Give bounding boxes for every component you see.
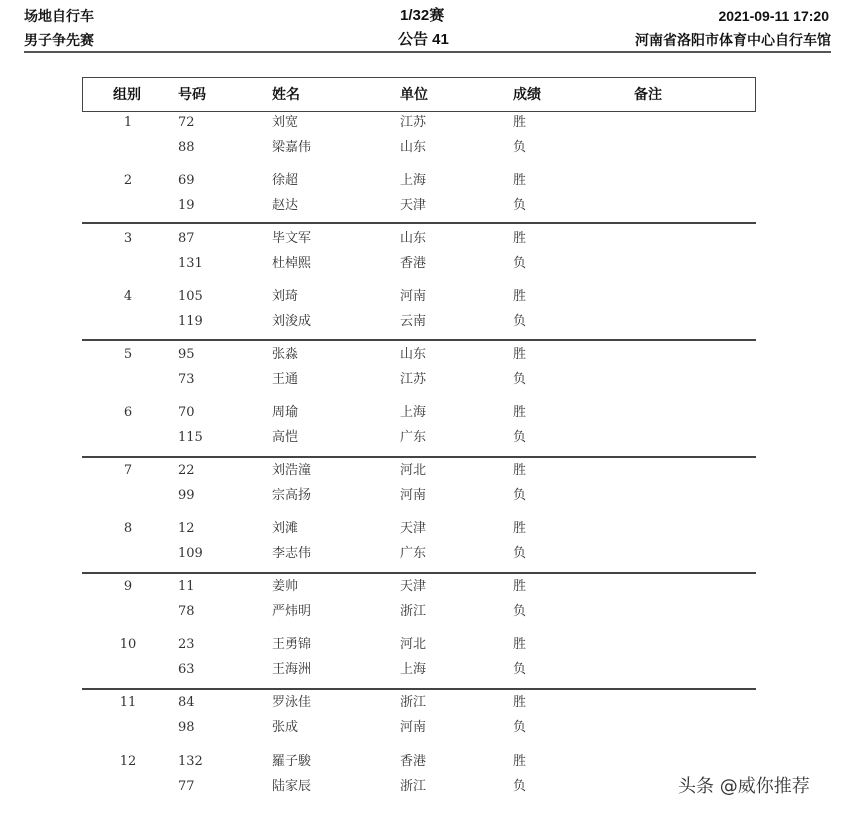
rider-name-cell: 梁嘉伟 [272, 140, 312, 155]
bib-cell: 131 [178, 256, 203, 271]
bib-cell: 105 [178, 289, 203, 304]
team-cell: 天津 [400, 198, 427, 213]
result-cell: 胜 [513, 115, 527, 130]
bib-cell: 87 [178, 231, 195, 246]
group-number: 10 [119, 637, 137, 652]
bib-cell: 119 [178, 314, 203, 329]
rider-name-cell: 赵达 [272, 198, 299, 213]
bib-cell: 69 [178, 173, 195, 188]
bib-cell: 19 [178, 198, 195, 213]
result-cell: 胜 [513, 347, 527, 362]
rider-name-cell: 刘浩潼 [272, 463, 312, 478]
result-cell: 胜 [513, 405, 527, 420]
column-header-team: 单位 [400, 86, 428, 102]
bib-cell: 63 [178, 662, 195, 677]
team-cell: 天津 [400, 579, 427, 594]
rider-name-cell: 高恺 [272, 430, 299, 445]
rider-name-cell: 刘琦 [272, 289, 299, 304]
rider-name-cell: 王海洲 [272, 662, 312, 677]
group-separator [82, 688, 756, 690]
column-header-note: 备注 [634, 86, 662, 102]
group-number: 12 [119, 754, 137, 769]
group-separator [82, 572, 756, 574]
bib-cell: 72 [178, 115, 195, 130]
group-number: 5 [123, 347, 133, 362]
result-cell: 负 [513, 604, 527, 619]
result-cell: 负 [513, 140, 527, 155]
bib-cell: 95 [178, 347, 195, 362]
result-cell: 负 [513, 314, 527, 329]
result-cell: 胜 [513, 637, 527, 652]
team-cell: 浙江 [400, 604, 427, 619]
bib-cell: 99 [178, 488, 195, 503]
bib-cell: 70 [178, 405, 195, 420]
rider-name-cell: 陆家辰 [272, 779, 312, 794]
team-cell: 上海 [400, 662, 427, 677]
column-header-bib: 号码 [178, 86, 206, 102]
rider-name-cell: 姜帅 [272, 579, 299, 594]
result-cell: 胜 [513, 463, 527, 478]
bib-cell: 12 [178, 521, 195, 536]
rider-name-cell: 王通 [272, 372, 299, 387]
rider-name-cell: 严炜明 [272, 604, 312, 619]
result-cell: 负 [513, 430, 527, 445]
group-number: 3 [123, 231, 133, 246]
event-title: 男子争先赛 [24, 32, 94, 48]
bib-cell: 115 [178, 430, 203, 445]
header-rule [24, 51, 831, 53]
group-number: 2 [123, 173, 133, 188]
group-number: 1 [123, 115, 133, 130]
team-cell: 广东 [400, 546, 427, 561]
group-number: 8 [123, 521, 133, 536]
bib-cell: 11 [178, 579, 195, 594]
team-cell: 河南 [400, 488, 427, 503]
rider-name-cell: 王勇锦 [272, 637, 312, 652]
result-cell: 负 [513, 198, 527, 213]
team-cell: 河北 [400, 463, 427, 478]
result-cell: 负 [513, 256, 527, 271]
team-cell: 云南 [400, 314, 427, 329]
round-label: 1/32赛 [400, 7, 445, 24]
team-cell: 山东 [400, 140, 427, 155]
rider-name-cell: 羅子駿 [272, 754, 312, 769]
bib-cell: 77 [178, 779, 195, 794]
team-cell: 河北 [400, 637, 427, 652]
group-number: 7 [123, 463, 133, 478]
result-cell: 胜 [513, 173, 527, 188]
bib-cell: 84 [178, 695, 195, 710]
team-cell: 广东 [400, 430, 427, 445]
result-cell: 负 [513, 372, 527, 387]
column-header-result: 成绩 [513, 86, 541, 102]
team-cell: 天津 [400, 521, 427, 536]
group-separator [82, 339, 756, 341]
group-number: 4 [123, 289, 133, 304]
bib-cell: 23 [178, 637, 195, 652]
bib-cell: 73 [178, 372, 195, 387]
team-cell: 山东 [400, 347, 427, 362]
result-cell: 胜 [513, 695, 527, 710]
rider-name-cell: 张成 [272, 720, 299, 735]
rider-name-cell: 宗高扬 [272, 488, 312, 503]
watermark: 头条 @威你推荐 [678, 776, 810, 797]
result-cell: 负 [513, 779, 527, 794]
team-cell: 香港 [400, 754, 427, 769]
rider-name-cell: 李志伟 [272, 546, 312, 561]
team-cell: 上海 [400, 173, 427, 188]
group-separator [82, 456, 756, 458]
team-cell: 香港 [400, 256, 427, 271]
team-cell: 河南 [400, 720, 427, 735]
team-cell: 河南 [400, 289, 427, 304]
result-cell: 负 [513, 662, 527, 677]
group-separator [82, 222, 756, 224]
rider-name-cell: 毕文军 [272, 231, 312, 246]
rider-name-cell: 张淼 [272, 347, 299, 362]
column-header-group: 组别 [113, 86, 141, 102]
bib-cell: 109 [178, 546, 203, 561]
discipline-title: 场地自行车 [24, 8, 94, 24]
team-cell: 山东 [400, 231, 427, 246]
bib-cell: 98 [178, 720, 195, 735]
bib-cell: 132 [178, 754, 203, 769]
venue: 河南省洛阳市体育中心自行车馆 [635, 32, 831, 48]
result-cell: 胜 [513, 754, 527, 769]
team-cell: 江苏 [400, 372, 427, 387]
result-cell: 胜 [513, 579, 527, 594]
result-cell: 负 [513, 488, 527, 503]
team-cell: 上海 [400, 405, 427, 420]
team-cell: 浙江 [400, 695, 427, 710]
bulletin-label: 公告 41 [398, 31, 449, 48]
rider-name-cell: 刘宽 [272, 115, 299, 130]
datetime: 2021-09-11 17:20 [718, 8, 829, 24]
rider-name-cell: 罗泳佳 [272, 695, 312, 710]
rider-name-cell: 刘滩 [272, 521, 299, 536]
column-header-name: 姓名 [272, 86, 300, 102]
result-cell: 负 [513, 720, 527, 735]
bib-cell: 88 [178, 140, 195, 155]
team-cell: 浙江 [400, 779, 427, 794]
group-number: 11 [119, 695, 137, 710]
rider-name-cell: 刘浚成 [272, 314, 312, 329]
rider-name-cell: 徐超 [272, 173, 299, 188]
bib-cell: 78 [178, 604, 195, 619]
result-cell: 胜 [513, 231, 527, 246]
result-cell: 胜 [513, 289, 527, 304]
team-cell: 江苏 [400, 115, 427, 130]
group-number: 9 [123, 579, 133, 594]
result-cell: 胜 [513, 521, 527, 536]
group-number: 6 [123, 405, 133, 420]
rider-name-cell: 杜棹熙 [272, 256, 312, 271]
rider-name-cell: 周瑜 [272, 405, 299, 420]
bib-cell: 22 [178, 463, 195, 478]
result-cell: 负 [513, 546, 527, 561]
